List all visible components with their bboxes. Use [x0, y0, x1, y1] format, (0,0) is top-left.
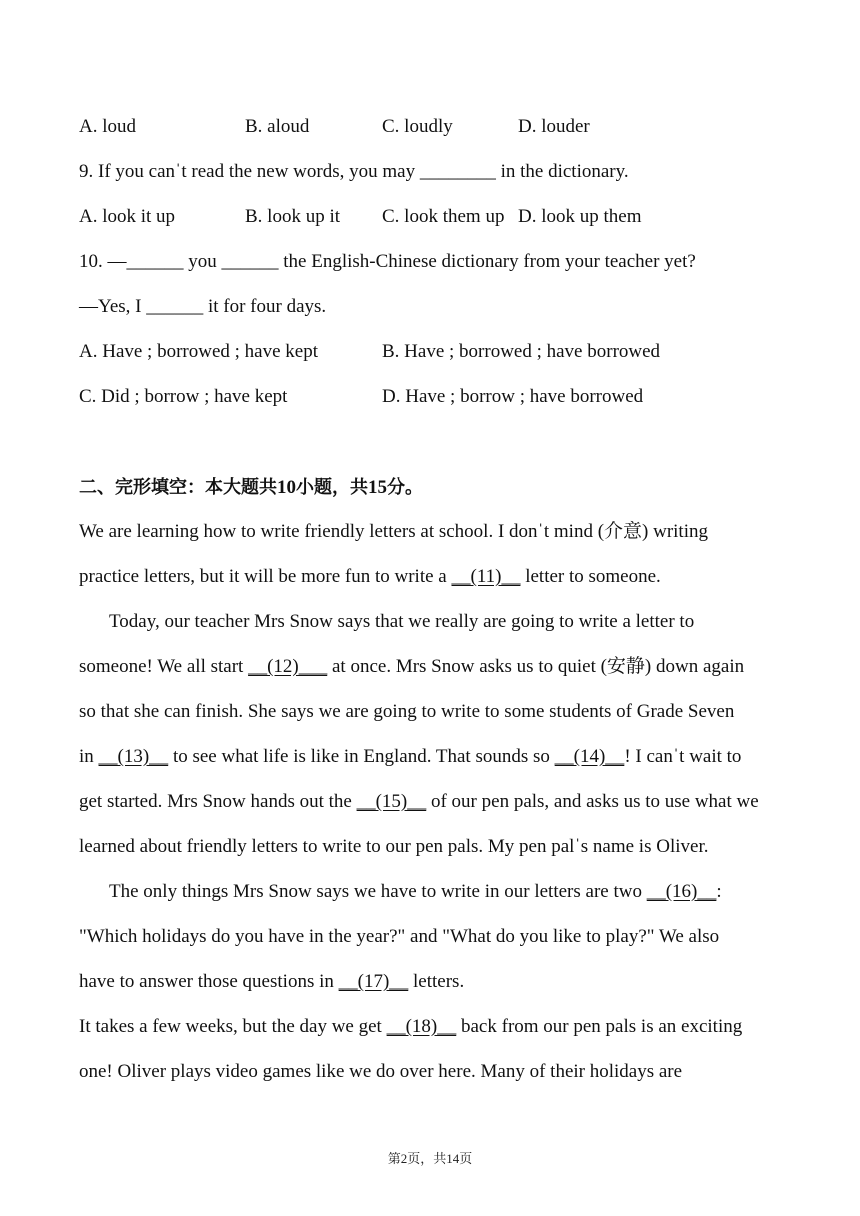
passage-line — [109, 880, 722, 904]
passage-text: to see what life is like in England. That sounds so — [168, 746, 555, 767]
passage-text: have to answer those questions in — [79, 971, 339, 992]
blank-12: __(12)___ — [248, 656, 328, 677]
passage-text: back from our pen pals is an exciting — [456, 1016, 743, 1037]
blank-15: __(15)__ — [356, 791, 427, 812]
passage-text: letter to someone. — [520, 566, 661, 587]
blank-17: __(17)__ — [338, 971, 409, 992]
q8-option-c: C. loudly — [382, 116, 453, 137]
blank-14: __(14)__ — [554, 746, 625, 767]
blank-18: __(18)__ — [386, 1016, 457, 1037]
passage-text: at once. Mrs Snow asks us to quiet (安静) down again — [327, 656, 745, 677]
passage-text: ! I canˈt wait to — [624, 746, 742, 767]
blank-13: __(13)__ — [98, 746, 169, 767]
passage-line — [79, 745, 741, 769]
q9-text-before: 9. If you canˈt read the new words, you may — [79, 161, 420, 182]
passage-line: "Which holidays do you have in the year?" and "What do you like to play?" We also — [79, 926, 720, 947]
passage-text: : — [716, 881, 722, 902]
section-heading-prefix: 二、完形填空：本大题共 — [79, 477, 277, 498]
passage-line — [79, 1015, 742, 1039]
q8-option-a: A. loud — [79, 116, 136, 137]
passage-line — [79, 565, 661, 589]
q10-option-d: D. Have ; borrow ; have borrowed — [382, 386, 644, 407]
section-heading — [79, 476, 423, 500]
q9-blank: ________ — [419, 161, 496, 182]
q8-option-d: D. louder — [518, 116, 590, 137]
q8-option-b: B. aloud — [245, 116, 310, 137]
q9-stem — [79, 160, 629, 184]
passage-text: It takes a few weeks, but the day we get — [79, 1016, 387, 1037]
passage-line: learned about friendly letters to write to our pen pals. My pen palˈs name is Oliver. — [79, 836, 709, 857]
q9-text-after: in the dictionary. — [495, 161, 629, 182]
passage-text: The only things Mrs Snow says we have to write in our letters are two — [109, 881, 647, 902]
blank-16: __(16)__ — [646, 881, 717, 902]
passage-text: letters. — [408, 971, 465, 992]
passage-text: someone! We all start — [79, 656, 249, 677]
passage-text: practice letters, but it will be more fun to write a — [79, 566, 452, 587]
blank-11: __(11)__ — [451, 566, 521, 587]
passage-line: so that she can finish. She says we are going to write to some students of Grade Seven — [79, 701, 735, 722]
q10-option-b: B. Have ; borrowed ; have borrowed — [382, 341, 661, 362]
q10-option-a: A. Have ; borrowed ; have kept — [79, 341, 319, 362]
q9-option-b: B. look up it — [245, 206, 341, 227]
q10-answer-line: —Yes, I ______ it for four days. — [79, 296, 327, 317]
passage-text: get started. Mrs Snow hands out the — [79, 791, 357, 812]
section-heading-suffix: 分。 — [387, 477, 423, 498]
passage-line — [79, 655, 744, 679]
section-heading-mid: 小题，共 — [296, 477, 368, 498]
q10-option-c: C. Did ; borrow ; have kept — [79, 386, 288, 407]
passage-line — [79, 790, 759, 814]
passage-line: one! Oliver plays video games like we do over here. Many of their holidays are — [79, 1061, 683, 1082]
q10-stem: 10. —______ you ______ the English-Chinese dictionary from your teacher yet? — [79, 251, 696, 272]
q9-option-d: D. look up them — [518, 206, 642, 227]
q9-option-c: C. look them up — [382, 206, 505, 227]
section-points: 15 — [368, 477, 387, 498]
page-number: 第2页，共14页 — [387, 1151, 473, 1166]
q9-option-a: A. look it up — [79, 206, 176, 227]
passage-text: of our pen pals, and asks us to use what we — [426, 791, 759, 812]
passage-text: in — [79, 746, 99, 767]
section-question-count: 10 — [277, 477, 296, 498]
passage-line: Today, our teacher Mrs Snow says that we really are going to write a letter to — [109, 611, 695, 632]
passage-line — [79, 970, 464, 994]
passage-line: We are learning how to write friendly letters at school. I donˈt mind (介意) writing — [79, 521, 708, 542]
